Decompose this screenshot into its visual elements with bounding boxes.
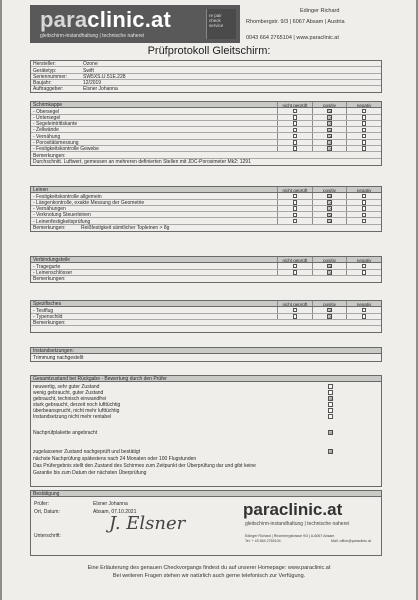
layout-cell	[346, 307, 381, 312]
layout-cell	[277, 200, 312, 205]
text-label: Verbindungsteile	[33, 257, 70, 264]
company-address: Rhombergstr. 9/3 | 6067 Absam | Austria	[246, 19, 345, 25]
layout-cell	[346, 200, 381, 205]
layout-cell	[312, 108, 347, 113]
layout-cell	[277, 102, 381, 107]
layout-cell	[346, 146, 381, 151]
layout-cell	[277, 218, 312, 223]
text-label: nicht geprüft	[277, 301, 312, 306]
layout-cell	[277, 307, 312, 312]
checkbox[interactable]	[328, 402, 333, 407]
checkbox[interactable]	[362, 206, 367, 211]
layout-cell	[277, 187, 381, 192]
text-label: Hersteller:	[33, 61, 56, 68]
layout-cell	[346, 108, 381, 113]
canopy-remarks: Durchschnitt. Luftwert, gemessen an mehreren definierten Stellen mit JDC-Porosimeter Mk2: 1291	[33, 158, 251, 165]
text-label: Bemerkungen:	[33, 152, 66, 159]
document-title: Prüfprotokoll Gleitschirm:	[147, 45, 271, 57]
layout-cell	[277, 121, 381, 126]
layout-cell	[312, 193, 347, 198]
layout-cell	[346, 218, 381, 223]
checkbox[interactable]	[362, 213, 367, 218]
text-label: negativ	[346, 257, 381, 262]
text-label: Nachprüfplakette angebracht	[33, 430, 98, 436]
layout-cell	[277, 140, 312, 145]
text-label: Gesamtzustand bei Rückgabe - Bewertung durch den Prüfer	[33, 376, 167, 383]
layout-cell	[346, 193, 381, 198]
layout-cell	[277, 108, 312, 113]
checkbox[interactable]	[362, 109, 367, 114]
checkbox-checked[interactable]: ☒	[328, 263, 333, 269]
layout-cell	[31, 354, 381, 360]
layout-cell	[277, 146, 312, 151]
serial-value: SW5XS.U.51E.228	[83, 73, 126, 80]
signature: J. Elsner	[109, 513, 186, 534]
layout-cell	[31, 276, 381, 282]
confirmation-section	[30, 490, 382, 556]
logo-wordmark	[40, 7, 171, 33]
layout-cell	[346, 206, 381, 211]
checkbox-checked[interactable]: ☒	[328, 140, 333, 146]
layout-cell	[277, 206, 381, 211]
checkbox-checked[interactable]: ☒	[328, 269, 333, 275]
text-label: - Vernähungen	[33, 206, 66, 213]
manufacturer-value: Ozone	[83, 61, 98, 68]
checkbox[interactable]	[293, 140, 298, 145]
layout-cell	[277, 314, 312, 319]
text-label: - Leinenschlösser	[33, 269, 73, 276]
text-label: negativ	[346, 187, 381, 192]
logo-tagline: gleitschirm-instandhaltung | technische naherei	[40, 33, 145, 39]
layout-cell	[346, 212, 381, 217]
checkbox[interactable]	[362, 146, 367, 151]
repairs-section	[30, 347, 382, 362]
text-label: clinic.at	[278, 500, 343, 519]
layout-cell	[346, 121, 381, 126]
text-label: para	[40, 7, 88, 32]
text-label: neuwertig, sehr guter Zustand	[33, 384, 100, 390]
text-label: positiv	[312, 187, 347, 192]
checkbox-checked[interactable]: ☒	[328, 313, 333, 319]
text-label: service	[209, 22, 224, 28]
checkbox[interactable]	[328, 384, 333, 389]
checkbox[interactable]	[328, 390, 333, 395]
layout-cell	[277, 193, 381, 198]
checkbox-checked[interactable]: ☒	[328, 127, 333, 133]
checkbox-checked[interactable]: ☒	[328, 307, 333, 313]
text-label: negativ	[346, 102, 381, 107]
checkbox[interactable]	[293, 146, 298, 151]
layout-cell	[277, 127, 381, 132]
layout-cell	[312, 133, 347, 138]
text-label: - Festigkeitskontrolle allgemein	[33, 193, 102, 200]
checkbox-checked[interactable]: ☒	[328, 114, 333, 120]
protocol-page	[2, 0, 416, 600]
layout-cell	[31, 86, 381, 92]
checkbox[interactable]	[293, 134, 298, 139]
lines-remarks: Reißfestigkeit sämtlicher Topleinen > 8g	[81, 225, 170, 232]
layout-cell	[346, 127, 381, 132]
text-label: nicht geprüft	[277, 102, 312, 107]
text-label: Unterschrift:	[34, 533, 61, 539]
checkbox[interactable]	[293, 206, 298, 211]
checkbox[interactable]	[293, 270, 298, 275]
text-label: positiv	[312, 257, 347, 262]
text-label: nicht geprüft	[277, 257, 312, 262]
layout-cell	[277, 133, 381, 138]
checkbox[interactable]	[293, 115, 298, 120]
year-value: 12/2019	[83, 80, 102, 87]
text-label: - Zellwände	[33, 127, 59, 134]
text-label: - Tragegurte	[33, 263, 61, 270]
text-label: - Obersegel	[33, 108, 60, 115]
repair-badge	[206, 9, 236, 39]
checkbox[interactable]	[362, 308, 367, 313]
text-label: nächste Nachprüfung spätestens nach 24 Monaten oder 100 Flugstunden	[33, 456, 197, 462]
layout-cell	[277, 307, 381, 312]
logo-block	[30, 5, 240, 43]
layout-cell	[346, 314, 381, 319]
text-label: - Festigkeitskontrolle Gewebe	[33, 146, 99, 153]
inspector-name: Elsner Johanna	[93, 501, 128, 507]
place-date: Absam, 07.10.2021	[93, 509, 137, 515]
text-label: Tel. + 43 664 2765104	[245, 539, 281, 543]
layout-cell	[312, 270, 347, 275]
text-label: Instandsetzung nicht mehr rentabel	[33, 414, 112, 420]
text-label: re pair	[209, 13, 222, 18]
model-value: Swift	[83, 67, 94, 74]
layout-cell	[312, 218, 347, 223]
text-label: zugelassener Zustand nachgeprüft und bestätigt	[33, 449, 141, 455]
text-label: positiv	[312, 301, 347, 306]
checkbox[interactable]	[362, 200, 367, 205]
layout-cell	[277, 212, 312, 217]
checkbox-checked[interactable]: ☒	[328, 146, 333, 152]
checkbox[interactable]	[328, 414, 333, 419]
text-label: Mail: office@paraclinic.at	[331, 539, 371, 543]
text-label: gleitschirm-instandhaltung | technische naherei	[245, 521, 350, 527]
text-label: Bemerkungen:	[33, 276, 66, 283]
text-label: check	[209, 17, 221, 23]
layout-cell	[312, 206, 347, 211]
checkbox-checked[interactable]: ☒	[329, 396, 334, 401]
checkbox[interactable]	[362, 219, 367, 224]
checkbox[interactable]	[362, 314, 367, 319]
text-label: para	[243, 500, 279, 519]
text-label: nicht geprüft	[277, 187, 312, 192]
checkbox[interactable]	[293, 213, 298, 218]
text-label: Edinger Richard | Rhombergstrasse 9/3 | A-6067 Absam	[245, 534, 335, 538]
layout-cell	[277, 193, 312, 198]
text-label: - Leinenfestigkeitsprüfung	[33, 218, 91, 225]
checkbox[interactable]	[328, 408, 333, 413]
layout-cell	[277, 133, 312, 138]
layout-cell	[277, 263, 381, 268]
text-label: Seriennummer:	[33, 73, 68, 80]
company-contact: 0043 664 2765104 | www.paraclinic.at	[246, 35, 339, 41]
layout-cell	[277, 200, 381, 205]
checkbox[interactable]	[293, 200, 298, 205]
checkbox-checked[interactable]: ☒	[329, 430, 334, 435]
text-label: Instandsetzungen:	[33, 348, 74, 355]
layout-cell	[277, 127, 312, 132]
layout-cell	[277, 257, 381, 262]
text-label: stark gebraucht, derzeit noch lufttüchtig	[33, 402, 121, 408]
text-label: positiv	[312, 102, 347, 107]
checkbox[interactable]	[293, 314, 298, 319]
layout-cell	[277, 218, 381, 223]
text-label: Gerätetyp:	[33, 67, 57, 74]
text-label: Bemerkungen:	[33, 225, 66, 232]
layout-cell	[277, 301, 381, 306]
layout-cell	[312, 140, 347, 145]
layout-cell	[31, 326, 381, 332]
layout-cell	[312, 314, 347, 319]
checkbox-checked[interactable]: ☒	[328, 206, 333, 212]
owner-name: Edinger Richard	[300, 8, 340, 14]
text-label: - Untersegel	[33, 114, 61, 121]
layout-cell	[312, 200, 347, 205]
layout-cell	[277, 140, 381, 145]
text-label: Bestätigung	[33, 491, 60, 498]
checkbox[interactable]	[362, 115, 367, 120]
connectors-section	[30, 256, 382, 283]
checkbox-checked[interactable]: ☒	[328, 121, 333, 127]
layout-cell	[277, 212, 381, 217]
text-label: Baujahr:	[33, 80, 52, 87]
layout-cell	[31, 225, 381, 231]
text-label: Ort, Datum:	[34, 509, 60, 515]
document-header	[30, 5, 390, 45]
text-label: - Testflug	[33, 307, 54, 314]
checkbox[interactable]	[293, 121, 298, 126]
text-label: negativ	[346, 301, 381, 306]
layout-cell	[346, 270, 381, 275]
layout-cell	[312, 127, 347, 132]
checkbox-checked[interactable]: ☒	[328, 193, 333, 199]
text-label: - Porositätsmessung	[33, 140, 79, 147]
text-label: Das Prüfergebnis stellt den Zustand des Schirmes zum Zeitpunkt der Überprüfung dar und gibt keine	[33, 463, 256, 469]
text-label: Bemerkungen:	[33, 320, 66, 327]
specific-section	[30, 300, 382, 333]
layout-cell	[31, 159, 381, 165]
layout-cell	[346, 140, 381, 145]
checkbox[interactable]	[293, 264, 298, 269]
layout-cell	[312, 121, 347, 126]
layout-cell	[31, 376, 381, 382]
footer-line-2: Bei weiteren Fragen stehen wir natürlich auch gerne telefonisch zur Verfügung.	[112, 573, 306, 579]
layout-cell	[312, 307, 347, 312]
layout-cell	[277, 263, 312, 268]
layout-cell	[277, 115, 312, 120]
text-label: clinic.at	[87, 7, 172, 32]
checkbox[interactable]	[293, 308, 298, 313]
layout-cell	[312, 212, 347, 217]
layout-cell	[31, 491, 381, 497]
layout-cell	[277, 206, 312, 211]
layout-cell	[277, 108, 381, 113]
canopy-section	[30, 101, 382, 166]
checkbox[interactable]	[362, 134, 367, 139]
checkbox[interactable]	[362, 121, 367, 126]
checkbox[interactable]	[362, 270, 367, 275]
text-label: Spezifisches	[33, 301, 62, 308]
checkbox-checked[interactable]: ☒	[328, 218, 333, 224]
checkbox[interactable]	[362, 128, 367, 133]
overall-condition-section	[30, 375, 382, 487]
checkbox[interactable]	[362, 194, 367, 199]
layout-cell	[312, 115, 347, 120]
checkbox-checked[interactable]: ☒	[329, 449, 334, 454]
text-label: - Typenschild	[33, 313, 63, 320]
layout-cell	[346, 133, 381, 138]
layout-cell	[277, 115, 381, 120]
text-label: wenig gebraucht, guter Zustand	[33, 390, 104, 396]
text-label: Prüfer:	[34, 501, 50, 507]
repairs-text: Trimmung nachgestellt	[33, 354, 84, 361]
layout-cell	[346, 115, 381, 120]
text-label: Leinen	[33, 187, 49, 194]
layout-cell	[277, 270, 312, 275]
text-label: - Vernähung	[33, 133, 61, 140]
glider-info-section	[30, 60, 382, 93]
checkbox-checked[interactable]: ☒	[328, 133, 333, 139]
text-label: Auftraggeber:	[33, 86, 64, 93]
text-label: Garantie bis zum Datum der nächsten Überprüfung	[33, 470, 147, 476]
checkbox-checked[interactable]: ☒	[328, 108, 333, 114]
text-label: überbeansprucht, nicht mehr lufttüchtig	[33, 408, 120, 414]
footer-line-1: Eine Erläuterung des genauen Checkvorgangs findest du auf unserer Homepage: www.paraclinic.at	[87, 565, 331, 571]
text-label: - Längenkontrolle, exakte Messung der Geometrie	[33, 199, 145, 206]
checkbox[interactable]	[293, 219, 298, 224]
checkbox[interactable]	[293, 128, 298, 133]
layout-cell	[277, 270, 381, 275]
layout-cell	[312, 146, 347, 151]
layout-cell	[312, 263, 347, 268]
checkbox-checked[interactable]: ☒	[328, 212, 333, 218]
text-label: gebraucht, technisch einwandfrei	[33, 396, 107, 402]
layout-cell	[346, 263, 381, 268]
text-label: - Segeleintrittskante	[33, 121, 78, 128]
checkbox[interactable]	[293, 109, 298, 114]
checkbox[interactable]	[293, 194, 298, 199]
layout-cell	[277, 121, 312, 126]
layout-cell	[277, 146, 381, 151]
lines-section	[30, 186, 382, 232]
layout-cell	[277, 314, 381, 319]
checkbox[interactable]	[362, 264, 367, 269]
text-label: Schirmkappe	[33, 102, 63, 109]
stamp-logo	[243, 500, 342, 520]
checkbox[interactable]	[362, 140, 367, 145]
text-label: - Verknotung Steuerleinen	[33, 212, 91, 219]
client-value: Elsner Johanna	[83, 86, 118, 93]
checkbox-checked[interactable]: ☒	[328, 199, 333, 205]
